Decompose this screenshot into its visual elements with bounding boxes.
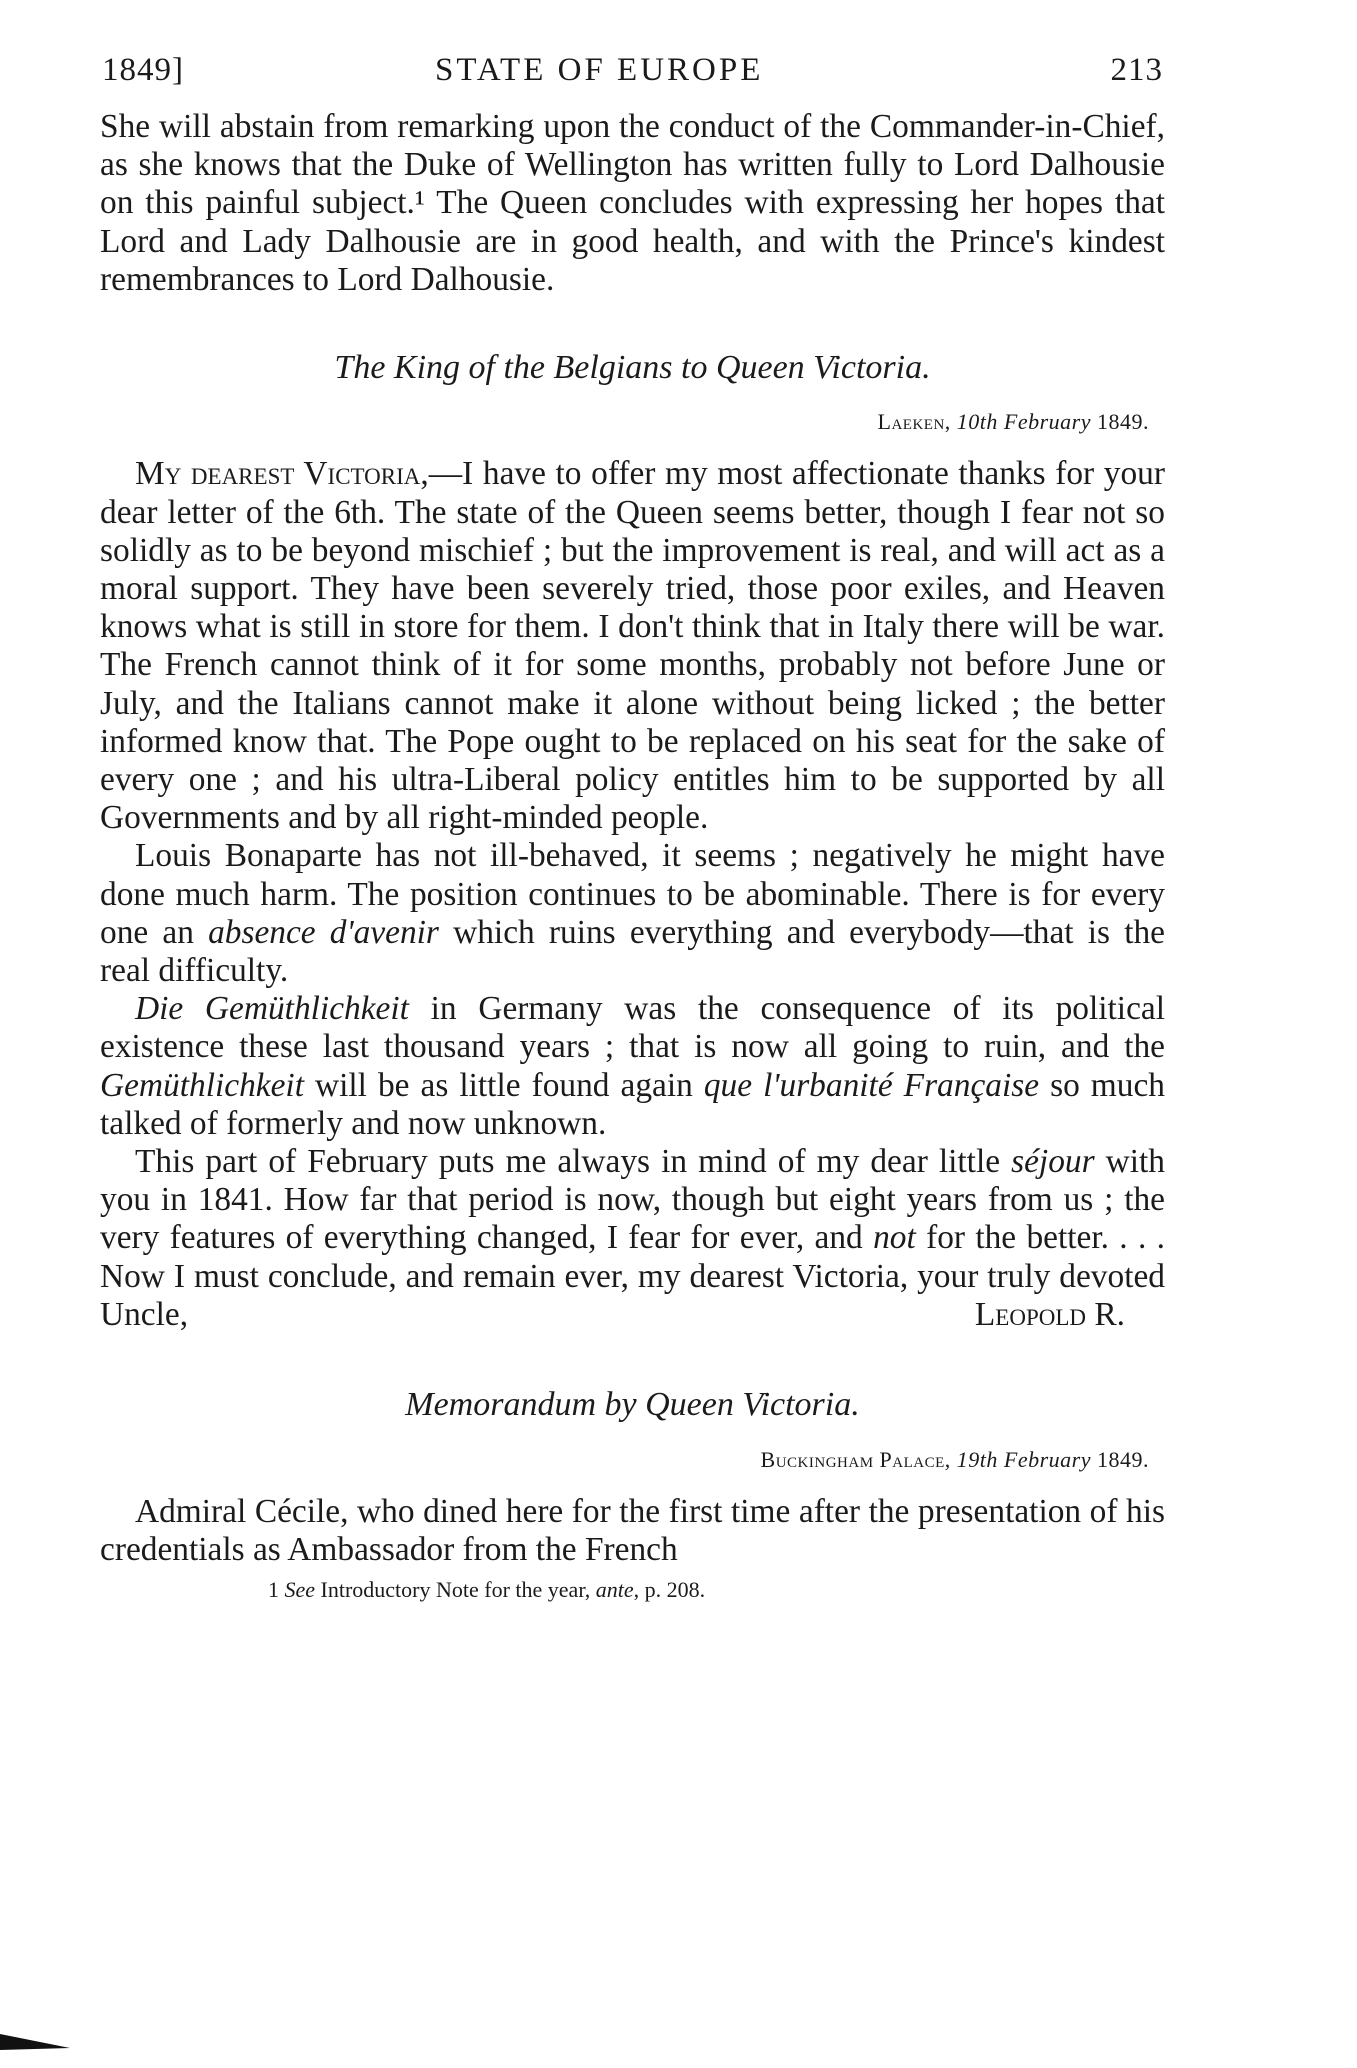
memo-year: 1849. [1097,1446,1149,1472]
letter-salutation: My dearest Victoria, [135,455,429,493]
letter-dateline [100,403,1149,441]
letter-paragraph-2: Louis Bonaparte has not ill-behaved, it seems ; negatively he might have done much harm. The position continues to be abominable. There is for every one an absence d'avenir which ruins everything and everybody—that is the real difficulty. [100,837,1165,990]
footnote-number: 1 [268,1577,279,1603]
memo-place: Buckingham Palace, [760,1446,951,1472]
page-edge-shadow [0,2030,70,2050]
page-number: 213 [1110,52,1163,88]
letter-paragraph-3: Die Gemüthlichkeit in Germany was the consequence of its political existence these last thousand years ; that is now all going to ruin, and the Gemüthlichkeit will be as little found again que l'urbanité Française so much talked of formerly and now unknown. [100,990,1165,1142]
page-body [100,108,1165,1569]
memo-heading: Memorandum by Queen Victoria. [405,1386,860,1424]
footnote-text: Introductory Note for the year, [315,1577,596,1603]
intro-paragraph: She will abstain from remarking upon the conduct of the Commander-in-Chief, as she knows that the Duke of Wellington has written fully to Lord Dalhousie on this painful subject.¹ The Queen concludes with expressing her hopes that Lord and Lady Dalhousie are in good health, and with the Prince's kindest remembrances to Lord Dalhousie. [100,108,1165,298]
letter-year: 1849. [1097,409,1149,435]
book-page [100,52,1165,1603]
memo-dateline [100,1441,1149,1479]
footnote-see: See [284,1577,316,1603]
letter-paragraph-4: This part of February puts me always in mind of my dear little séjour with you in 1841. How far that period is now, though but eight years from us ; the very features of everything changed, I fear for ever, and not for the better. . . . Now I must conclude, and remain ever, my dearest Victoria, your truly devoted Uncle, [100,1143,1165,1333]
memo-date: 19th February [956,1446,1091,1472]
memo-paragraph-1: Admiral Cécile, who dined here for the first time after the presentation of his credentials as Ambassador from the French [100,1492,1165,1568]
footnote-ante: ante [595,1577,634,1603]
letter-paragraph-1: My dearest Victoria,—I have to offer my most affectionate thanks for your dear letter of the 6th. The state of the Queen seems better, though I fear not so solidly as to be beyond mischief ; but the improvement is real, and will act as a moral support. They have been severely tried, those poor exiles, and Heaven knows what is still in store for them. I don't think that in Italy there will be war. The French cannot think of it for some months, probably not before June or July, and the Italians cannot make it alone without being licked ; the better informed know that. The Pope ought to be replaced on his seat for the sake of every one ; and his ultra-Liberal policy entitles him to be supported by all Governments and by all right-minded people. [100,455,1165,837]
letter-heading: The King of the Belgians to Queen Victoria. [334,349,931,387]
letter-date: 10th February [956,409,1091,435]
header-year: 1849] [102,52,184,88]
footnote-tail: , p. 208. [633,1577,706,1603]
letter-signature-line [100,1296,1165,1334]
running-header [100,52,1165,108]
header-title: STATE OF EUROPE [435,52,764,88]
footnote [100,1577,1165,1603]
letter-place: Laeken, [877,409,951,435]
letter-signature: Leopold R. [974,1296,1125,1334]
